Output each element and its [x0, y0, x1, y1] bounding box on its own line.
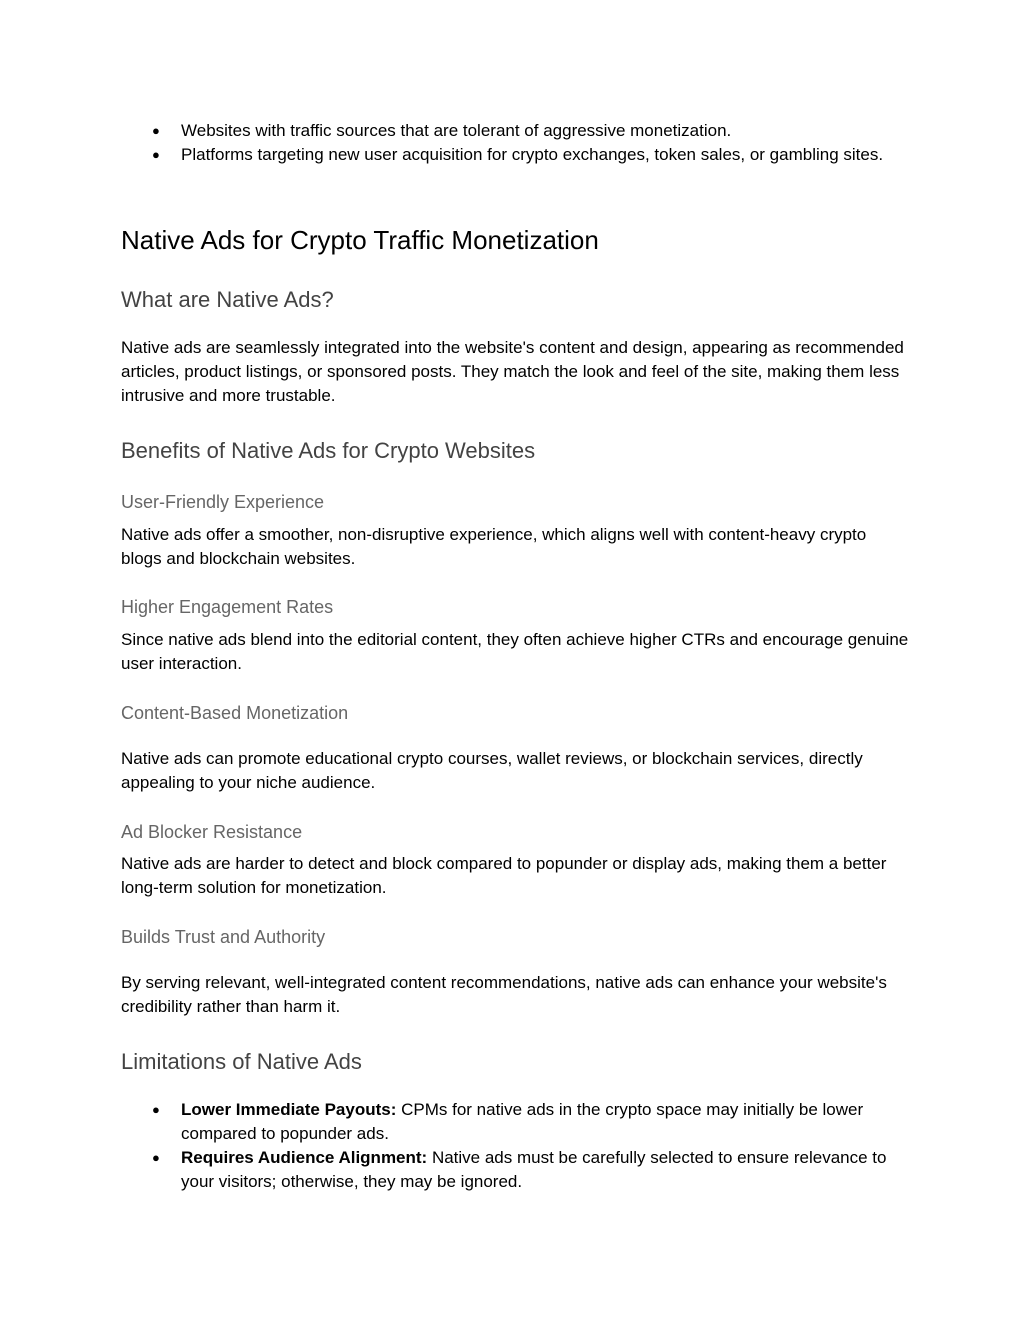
list-item	[152, 143, 912, 167]
main-heading: Native Ads for Crypto Traffic Monetization	[121, 225, 599, 255]
subheading-ad-blocker: Ad Blocker Resistance	[121, 822, 303, 842]
bullet-icon: ●	[152, 123, 160, 138]
paragraph-ad-blocker: Native ads are harder to detect and block compared to popunder or display ads, making them a better long-term solution for monetization.	[121, 854, 887, 897]
section-heading-limitations: Limitations of Native Ads	[121, 1049, 362, 1074]
paragraph-trust: By serving relevant, well-integrated content recommendations, native ads can enhance your website's credibility rather than harm it.	[121, 973, 887, 1016]
list-item-label: Lower Immediate Payouts:	[181, 1100, 397, 1119]
limitations-bullet-list	[152, 1098, 912, 1194]
paragraph-engagement: Since native ads blend into the editorial content, they often achieve higher CTRs and encourage genuine user interaction.	[121, 630, 909, 673]
intro-bullet-list	[152, 119, 912, 167]
list-item-text: Websites with traffic sources that are tolerant of aggressive monetization.	[181, 121, 732, 140]
subheading-content-based: Content-Based Monetization	[121, 703, 349, 723]
subheading-engagement: Higher Engagement Rates	[121, 597, 334, 617]
list-item-text: Native ads must be carefully selected to ensure relevance to your visitors; otherwise, they may be ignored.	[181, 1148, 887, 1191]
list-item-label: Requires Audience Alignment:	[181, 1148, 428, 1167]
subheading-trust: Builds Trust and Authority	[121, 927, 326, 947]
paragraph-content-based: Native ads can promote educational crypto courses, wallet reviews, or blockchain services, directly appealing to your niche audience.	[121, 749, 863, 792]
list-item-text: CPMs for native ads in the crypto space may initially be lower compared to popunder ads.	[181, 1100, 864, 1143]
paragraph-what-are: Native ads are seamlessly integrated into the website's content and design, appearing as recommended articles, product listings, or sponsored posts. They match the look and feel of the site, making them less intrusive and more trustable.	[121, 338, 904, 405]
paragraph-user-friendly: Native ads offer a smoother, non-disruptive experience, which aligns well with content-heavy crypto blogs and blockchain websites.	[121, 525, 867, 568]
bullet-icon: ●	[152, 1102, 160, 1117]
list-item	[152, 119, 912, 143]
bullet-icon: ●	[152, 147, 160, 162]
section-heading-what-are: What are Native Ads?	[121, 287, 334, 312]
list-item	[152, 1098, 912, 1146]
list-item-text: Platforms targeting new user acquisition for crypto exchanges, token sales, or gambling sites.	[181, 145, 884, 164]
subheading-user-friendly: User-Friendly Experience	[121, 492, 325, 512]
section-heading-benefits: Benefits of Native Ads for Crypto Websites	[121, 438, 536, 463]
bullet-icon: ●	[152, 1150, 160, 1165]
list-item	[152, 1146, 912, 1194]
